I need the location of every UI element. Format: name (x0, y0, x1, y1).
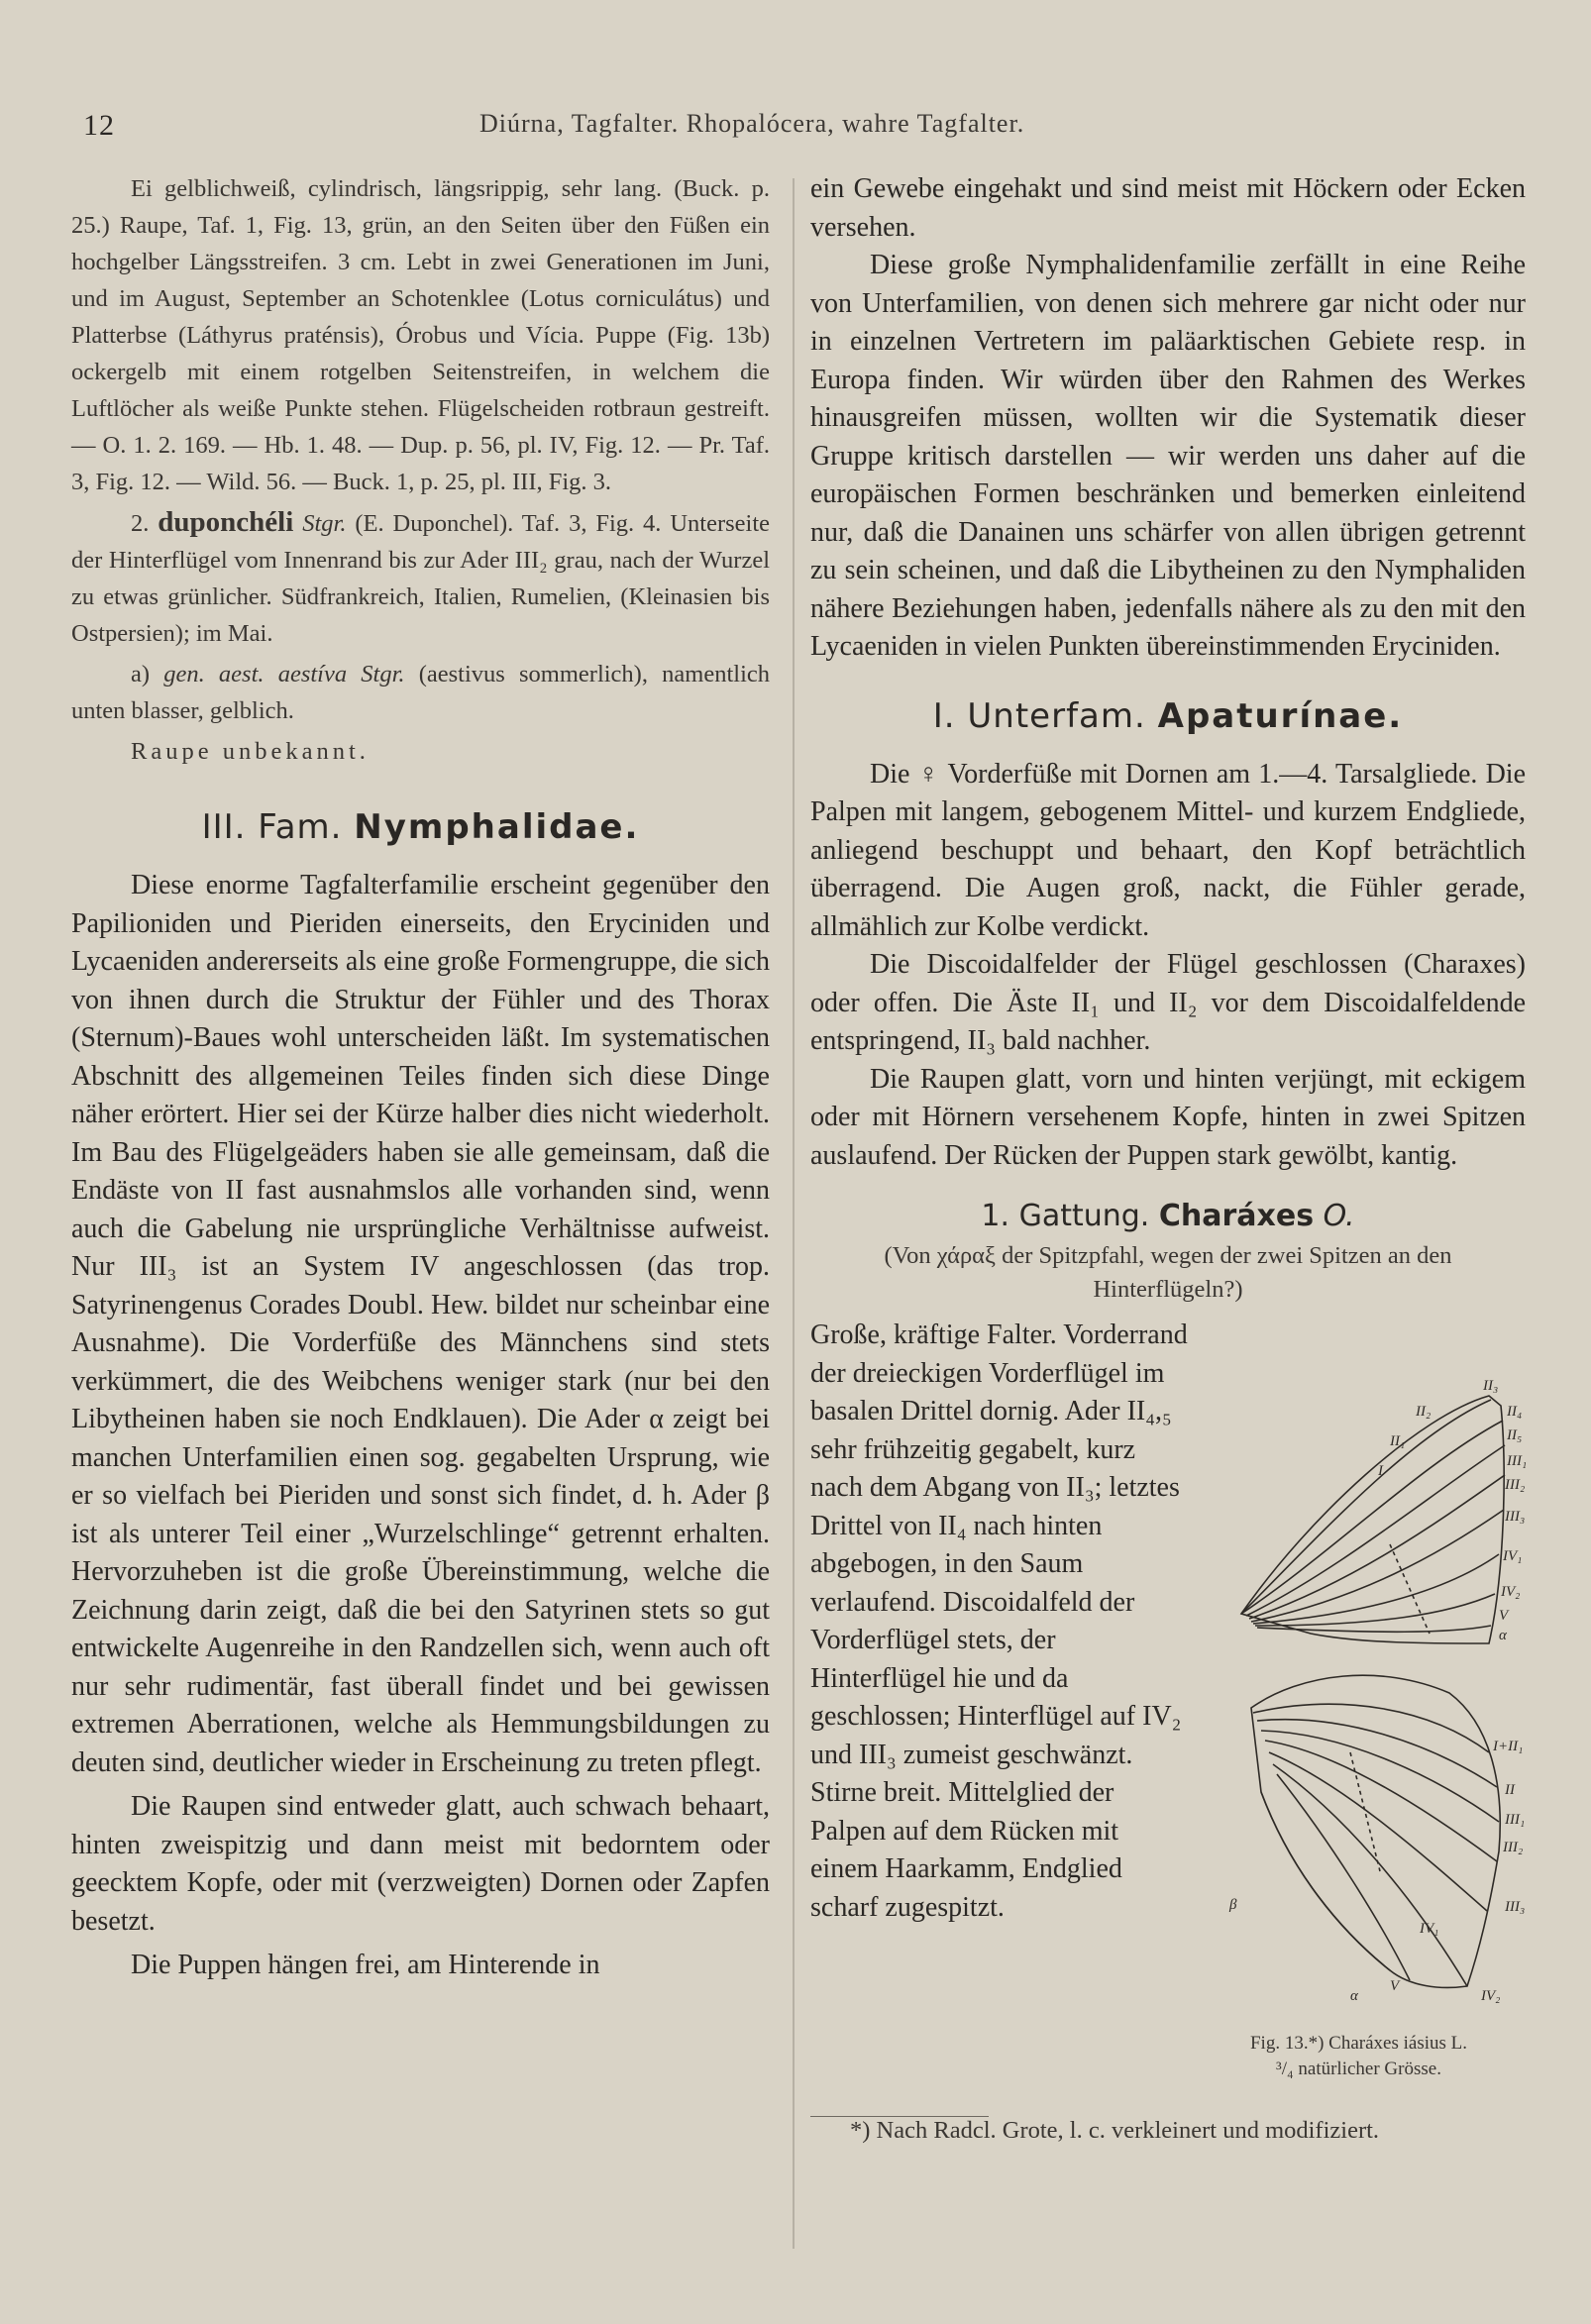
genus-etymology: (Von χάραξ der Spitzpfahl, wegen der zwei Spitzen an den Hinterflügeln?) (884, 1242, 1452, 1303)
paragraph-apaturinae-larvae: Die Raupen glatt, vorn und hinten verjüngt, mit eckigem oder mit Hörnern versehenem Kopfe, hinten in zwei Spitzen auslaufend. Der Rücken der Puppen stark gewölbt, kantig. (810, 1063, 1526, 1171)
family-continuation-block (810, 170, 1526, 667)
fig-label: II₂ (1416, 1404, 1432, 1420)
hindwing-vein (1261, 1731, 1499, 1822)
fig-label: II₁ (1390, 1433, 1406, 1449)
forewing-vein (1241, 1421, 1503, 1614)
fig-label: III₂ (1505, 1477, 1526, 1493)
subfamily-heading (810, 696, 1526, 736)
genus-heading-number: 1. Gattung. (981, 1199, 1150, 1233)
fig-label: III₁ (1507, 1453, 1526, 1469)
fig-label: III₃ (1505, 1509, 1526, 1525)
larva-unknown-text: Raupe unbekannt. (131, 738, 370, 765)
paragraph-charaxes: Große, kräftige Falter. Vorderrand der dreieckigen Vorderflügel im basalen Drittel dornig. Ader II₄,₅ sehr frühzeitig gegabelt, kurz nach dem Abgang von II₃; letztes Drittel von II₄ nach hinten abgebogen, in den Saum verlaufend. Discoidalfeld der Vorderflügel stets, der Hinterflügel hie und da geschlossen; Hinterflügel auf IV₂ und III₃ zumeist geschwänzt. Stirne breit. Mittelglied der Palpen auf dem Rücken mit einem Haarkamm, Endglied scharf zugespitzt. (810, 1320, 1188, 1923)
variety-description: (aestivus sommerlich), namentlich unten blasser, gelblich. (71, 661, 770, 724)
left-column (71, 170, 770, 1985)
running-head: Diúrna, Tagfalter. Rhopalócera, wahre Tagfalter. (479, 109, 1025, 138)
genus-heading-name: Charáxes (1158, 1199, 1315, 1233)
page-header (83, 109, 1530, 149)
genus-description (810, 1317, 1192, 2082)
right-column (810, 170, 1526, 2147)
family-heading (71, 807, 770, 847)
subfamily-text-block (810, 756, 1526, 1176)
fig-label: α (1350, 1988, 1358, 2004)
fig-label: IV₁ (1420, 1921, 1439, 1937)
paragraph-aestiva (71, 656, 770, 729)
forewing-vein (1241, 1400, 1491, 1614)
forewing-vein (1257, 1626, 1491, 1632)
species-entry-block (71, 170, 770, 770)
family-text-block (71, 867, 770, 1985)
figure-caption-title: Fig. 13.*) Charáxes iásius L. (1249, 2033, 1467, 2054)
paragraph-apaturinae-traits: Die ♀ Vorderfüße mit Dornen am 1.—4. Tarsalgliede. Die Palpen mit langem, gebogenem Mittel- und kurzem Endgliede, anliegend beschuppt und behaart, den Kopf beträchtlich überragend. Die Augen groß, nackt, die Fühler gerade, allmählich zur Kolbe verdickt. (810, 758, 1526, 942)
fig-label: III₂ (1503, 1840, 1524, 1855)
fig-label: II₅ (1507, 1427, 1523, 1443)
forewing-vein (1255, 1594, 1495, 1626)
paragraph-duponcheli (71, 504, 770, 652)
genus-heading (810, 1199, 1526, 1233)
hindwing-vein (1265, 1741, 1497, 1861)
fig-label: IV₂ (1481, 1988, 1501, 2004)
species-description: (E. Duponchel). Taf. 3, Fig. 4. Unterseite der Hinterflügel vom Innenrand bis zur Ader III₂ grau, nach der Wurzel zu etwas grünlicher. Südfrankreich, Italien, Rumelien, (Kleinasien bis Ostpersien); im Mai. (71, 510, 771, 647)
forewing-vein (1246, 1445, 1505, 1616)
paragraph-pupae-continued: ein Gewebe eingehakt und sind meist mit Höckern oder Ecken versehen. (810, 173, 1526, 243)
fig-label: II (1505, 1782, 1515, 1798)
variety-name: aestíva Stgr. (277, 661, 405, 687)
forewing-vein (1249, 1475, 1505, 1619)
fig-label: β (1229, 1897, 1237, 1913)
subfamily-heading-name: Apaturínae. (1157, 695, 1404, 736)
figure-caption-scale: ³/₄ natürlicher Grösse. (1276, 2059, 1441, 2079)
fig-label: V (1390, 1978, 1400, 1994)
fig-label: I (1378, 1463, 1383, 1479)
column-divider (793, 178, 795, 2249)
fig-label: V (1499, 1608, 1509, 1624)
fig-label: III₁ (1505, 1812, 1526, 1828)
fig-label: III₃ (1505, 1899, 1526, 1915)
forewing-discoidal-line (1390, 1544, 1430, 1634)
subfamily-heading-number: I. Unterfam. (932, 695, 1146, 736)
species-author: Stgr. (302, 510, 347, 537)
fig-label: α (1499, 1628, 1507, 1643)
figure-caption (1192, 2031, 1526, 2082)
paragraph-discoidal: Die Discoidalfelder der Flügel geschlossen (Charaxes) oder offen. Die Äste II₁ und II₂ vor dem Discoidalfeldende entspringend, II₃ bald nachher. (810, 949, 1526, 1056)
wing-venation-figure (1192, 1317, 1526, 2082)
footnote: *) Nach Radcl. Grote, l. c. verkleinert und modifiziert. (850, 2117, 1380, 2144)
variety-marker: a) (131, 661, 151, 687)
wing-venation-diagram (1192, 1317, 1526, 2030)
paragraph-family-intro: Diese enorme Tagfalterfamilie erscheint gegenüber den Papilioniden und Pieriden einerseits, den Eryciniden und Lycaeniden andererseits als eine große Formengruppe, die sich von ihnen durch die Struktur der Fühler und des Thorax (Sternum)-Baues wohl unterscheiden läßt. Im systematischen Abschnitt des allgemeinen Teiles finden sich diese Dinge näher erörtert. Hier sei der Kürze halber dies nicht wiederholt. Im Bau des Flügelgeäders haben sie alle gemeinsam, daß die Endäste von II fast ausnahmslos alle vorhanden sind, wenn auch die Gabelung nie ursprüngliche Verhältnisse aufweist. Nur III₃ ist an System IV angeschlossen (das trop. Satyrinengenus Corades Doubl. Hew. bildet nur scheinbar eine Ausnahme). Die Vorderfüße des Männchens sind stets verkümmert, die des Weibchens weniger stark (nur bei den Libytheinen haben sie noch Endklauen). Die Ader α zeigt bei manchen Unterfamilien einen sog. gegabelten Ursprung, wie er so vielfach bei Pieriden und sonst sich findet, d. h. Ader β ist als unterer Teil einer „Wurzelschlinge“ getrennt erhalten. Hervorzuheben ist die große Übereinstimmung, welche die Zeichnung darin zeigt, daß die bei den Satyrinen stets so gut entwickelte Augenreihe in den Randzellen sich, wenn auch oft nur sehr rudimentär, fast überall findet und bei gewissen extremen Aberrationen, welche als Hemmungsbildungen zu deuten sind, deutlicher wieder in Erscheinung zu treten pflegt. (71, 870, 770, 1778)
paragraph-family-larvae: Die Raupen sind entweder glatt, auch schwach behaart, hinten zweispitzig und dann meist mit bedorntem oder geecktem Kopfe, oder mit (verzweigten) Dornen oder Zapfen besetzt. (71, 1791, 770, 1937)
variety-generation: gen. aest. (163, 661, 265, 687)
hindwing-discoidal-line (1350, 1752, 1380, 1871)
hindwing-vein (1257, 1720, 1497, 1787)
hindwing-vein (1261, 1792, 1390, 1970)
fig-label: IV₂ (1501, 1584, 1521, 1600)
page-number: 12 (83, 109, 115, 142)
species-name: duponchéli (158, 506, 294, 538)
species-number: 2. (131, 510, 150, 537)
fig-label: II₃ (1483, 1378, 1499, 1394)
fig-label: II₄ (1507, 1404, 1523, 1420)
paragraph-family-pupae: Die Puppen hängen frei, am Hinterende in (131, 1950, 600, 1980)
hindwing-outline (1251, 1675, 1500, 1987)
genus-heading-author: O. (1323, 1199, 1355, 1233)
family-heading-number: III. Fam. (201, 807, 343, 847)
fig-label: I+II₁ (1493, 1739, 1524, 1754)
paragraph-egg-description: Ei gelblichweiß, cylindrisch, längsrippig, sehr lang. (Buck. p. 25.) Raupe, Taf. 1, Fig. 13, grün, an den Seiten über den Füßen ein hochgelber Längsstreifen. 3 cm. Lebt in zwei Generationen im Juni, und im August, September an Schotenklee (Lotus corniculátus) und Platterbse (Láthyrus praténsis), Órobus und Vícia. Puppe (Fig. 13b) ockergelb mit einem rotgelben Seitenstreifen, in welchem die Luftlöcher als weiße Punkte stehen. Flügelscheiden rotbraun gestreift. — O. 1. 2. 169. — Hb. 1. 48. — Dup. p. 56, pl. IV, Fig. 12. — Pr. Taf. 3, Fig. 12. — Wild. 56. — Buck. 1, p. 25, pl. III, Fig. 3. (71, 175, 770, 495)
genus-description-with-figure (810, 1317, 1526, 2082)
family-heading-name: Nymphalidae. (354, 807, 640, 847)
fig-label: IV₁ (1503, 1548, 1523, 1564)
paragraph-larva-unknown (71, 733, 770, 770)
paragraph-subfamilies: Diese große Nymphalidenfamilie zerfällt in eine Reihe von Unterfamilien, von denen sich mehrere gar nicht oder nur in einzelnen Vertretern im paläarktischen Gebiete resp. in Europa finden. Wir würden über den Rahmen des Werkes hinausgreifen müssen, wollten wir die Systematik dieser Gruppe kritisch darstellen — wir werden uns daher auf die europäischen Formen beschränken und bemerken einleitend nur, daß die Danainen uns schärfer von allen übrigen getrennt zu sein scheinen, und daß die Libytheinen zu den Nymphaliden nähere Beziehungen haben, jedenfalls nähere als zu den mit den Lycaeniden in vielen Punkten übereinstimmenden Eryciniden. (810, 250, 1526, 662)
